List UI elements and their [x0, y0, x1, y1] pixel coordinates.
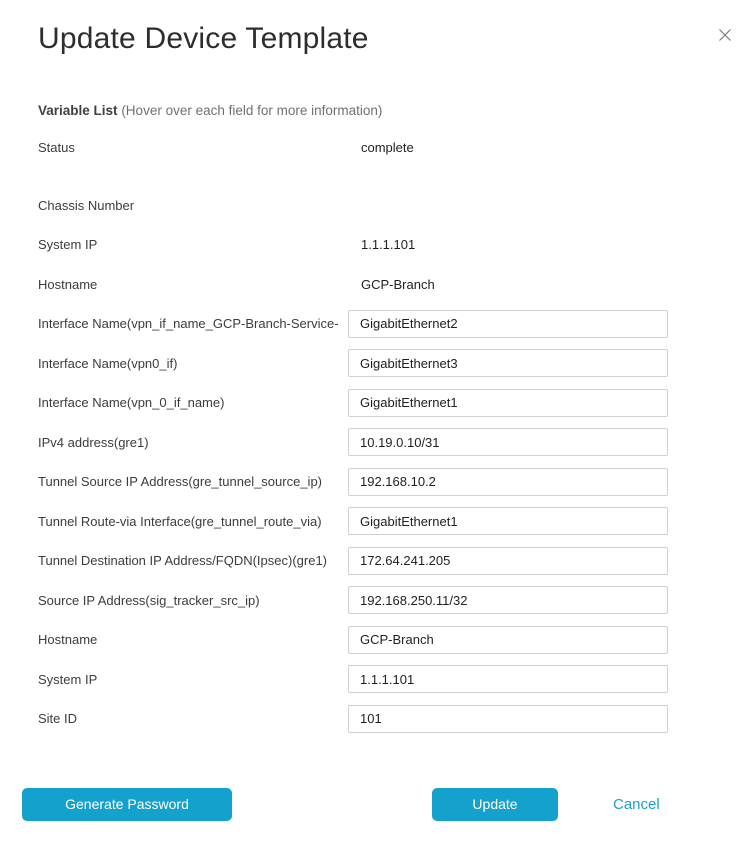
field-label: Chassis Number [38, 197, 135, 213]
ipv4-address-gre1-input[interactable] [348, 428, 668, 456]
row-chassis-number [38, 191, 722, 219]
field-label: Hostname [38, 276, 98, 292]
variable-list-label: Variable List [38, 103, 118, 118]
variable-list [38, 133, 722, 733]
hostname-value: GCP-Branch [361, 276, 435, 292]
field-label: Tunnel Destination IP Address/FQDN(Ipsec)(gre1) [38, 553, 328, 568]
field-label: Source IP Address(sig_tracker_src_ip) [38, 592, 260, 608]
row-tunnel-destination [38, 547, 722, 575]
row-site-id [38, 705, 722, 733]
field-label: IPv4 address(gre1) [38, 434, 149, 450]
field-label: Interface Name(vpn0_if) [38, 355, 178, 371]
row-status [38, 133, 722, 161]
row-ipv4-address-gre1 [38, 428, 722, 456]
hostname-input[interactable] [348, 626, 668, 654]
generate-password-button[interactable]: Generate Password [22, 788, 232, 821]
row-system-ip-input [38, 665, 722, 693]
field-label: Site ID [38, 711, 78, 726]
field-label: Tunnel Source IP Address(gre_tunnel_source_ip) [38, 474, 323, 489]
field-label: Status [38, 139, 75, 155]
tunnel-source-ip-input[interactable] [348, 468, 668, 496]
field-label: Hostname [38, 632, 98, 647]
interface-name-vpn-0-if-name-input[interactable] [348, 389, 668, 417]
variable-list-heading [38, 103, 752, 119]
cancel-link[interactable]: Cancel [613, 795, 660, 813]
variable-list-hint: (Hover over each field for more information) [121, 103, 383, 118]
field-label: System IP [38, 237, 98, 252]
row-hostname-input [38, 626, 722, 654]
tunnel-destination-input[interactable] [348, 547, 668, 575]
interface-name-vpn0-if-input[interactable] [348, 349, 668, 377]
row-system-ip-static [38, 231, 722, 259]
status-value: complete [361, 139, 414, 155]
row-interface-name-service [38, 310, 722, 338]
field-label: Interface Name(vpn_if_name_GCP-Branch-Service- [38, 316, 339, 331]
source-ip-tracker-input[interactable] [348, 586, 668, 614]
tunnel-route-via-input[interactable] [348, 507, 668, 535]
site-id-input[interactable] [348, 705, 668, 733]
row-interface-name-vpn-0-if-name [38, 389, 722, 417]
row-interface-name-vpn0-if [38, 349, 722, 377]
system-ip-input[interactable] [348, 665, 668, 693]
field-label: System IP [38, 671, 98, 687]
system-ip-value: 1.1.1.101 [361, 237, 416, 252]
interface-name-service-input[interactable] [348, 310, 668, 338]
field-label: Interface Name(vpn_0_if_name) [38, 395, 225, 410]
dialog-title: Update Device Template [38, 22, 369, 55]
field-label: Tunnel Route-via Interface(gre_tunnel_route_via) [38, 513, 322, 529]
row-hostname-static [38, 270, 722, 298]
close-icon[interactable] [717, 27, 733, 43]
row-source-ip-tracker [38, 586, 722, 614]
update-button[interactable]: Update [432, 788, 558, 821]
dialog-footer [0, 788, 752, 822]
row-tunnel-source-ip [38, 468, 722, 496]
row-tunnel-route-via [38, 507, 722, 535]
